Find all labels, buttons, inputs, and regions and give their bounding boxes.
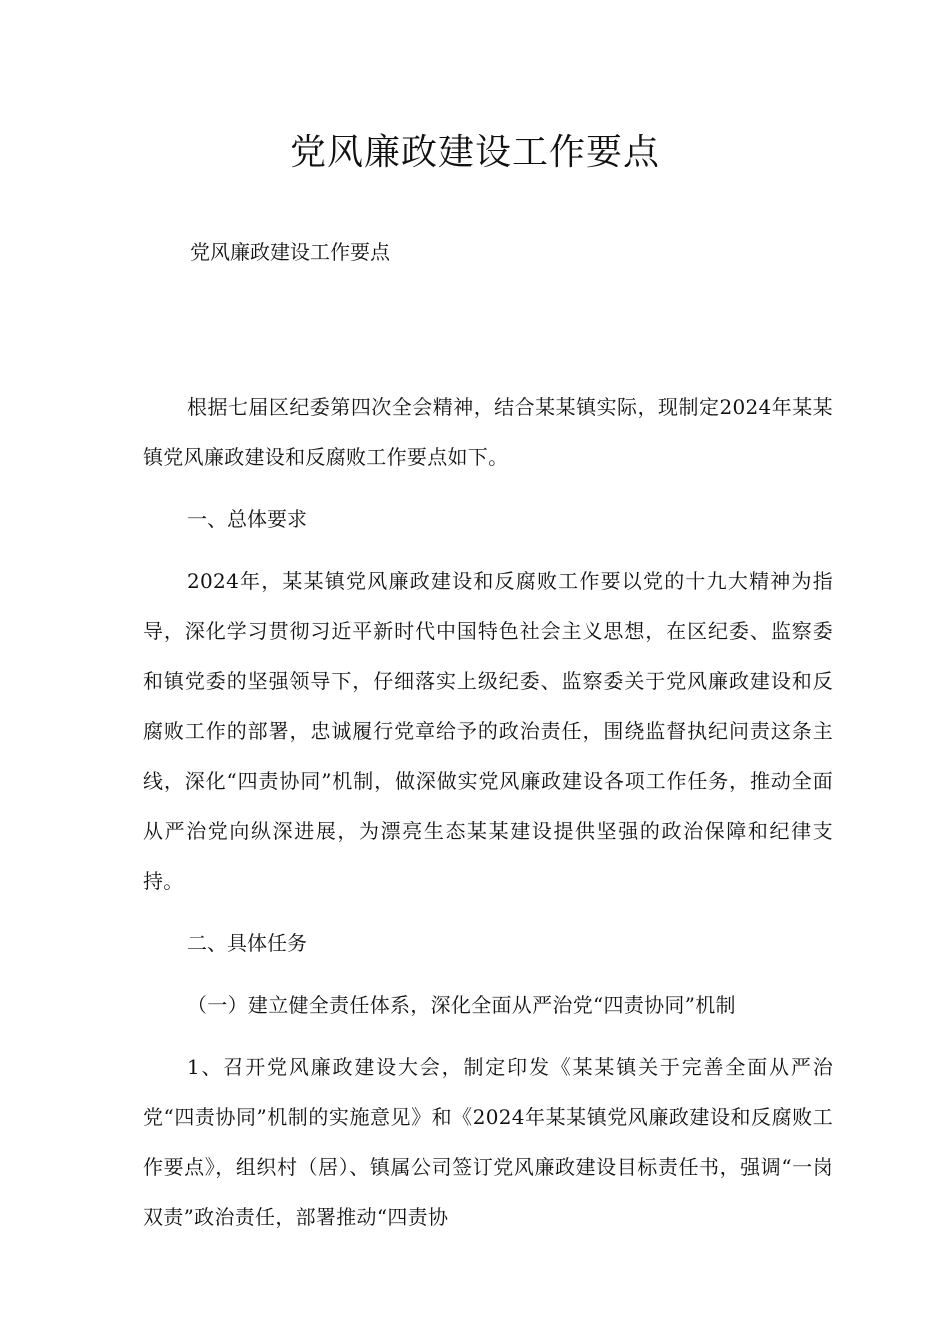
task-paragraph-1: 1、召开党风廉政建设大会，制定印发《某某镇关于完善全面从严治党“四责协同”机制的实施意见》和《2024年某某镇党风廉政建设和反腐败工作要点》，组织村（居）、镇属公司签订党风廉政建设目标责任书，强调“一岗双责”政治责任，部署推动“四责协 <box>143 1055 833 1229</box>
general-requirements-paragraph: 2024年，某某镇党风廉政建设和反腐败工作要以党的十九大精神为指导，深化学习贯彻习近平新时代中国特色社会主义思想，在区纪委、监察委和镇党委的坚强领导下，仔细落实上级纪委、监察委关于党风廉政建设和反腐败工作的部署，忠诚履行党章给予的政治责任，围绕监督执纪问责这条主线，深化“四责协同”机制，做深做实党风廉政建设各项工作任务，推动全面从严治党向纵深进展，为漂亮生态某某建设提供坚强的政治保障和纪律支持。 <box>143 569 833 893</box>
document-subtitle: 党风廉政建设工作要点 <box>190 240 390 264</box>
document-body <box>143 382 833 1254</box>
document-title: 党风廉政建设工作要点 <box>289 132 660 173</box>
intro-paragraph: 根据七届区纪委第四次全会精神，结合某某镇实际，现制定2024年某某镇党风廉政建设和反腐败工作要点如下。 <box>143 395 833 469</box>
section-heading-general-requirements: 一、总体要求 <box>187 507 307 531</box>
subsection-heading-responsibility-system: （一）建立健全责任体系，深化全面从严治党“四责协同”机制 <box>187 993 736 1017</box>
section-heading-specific-tasks: 二、具体任务 <box>187 931 307 955</box>
